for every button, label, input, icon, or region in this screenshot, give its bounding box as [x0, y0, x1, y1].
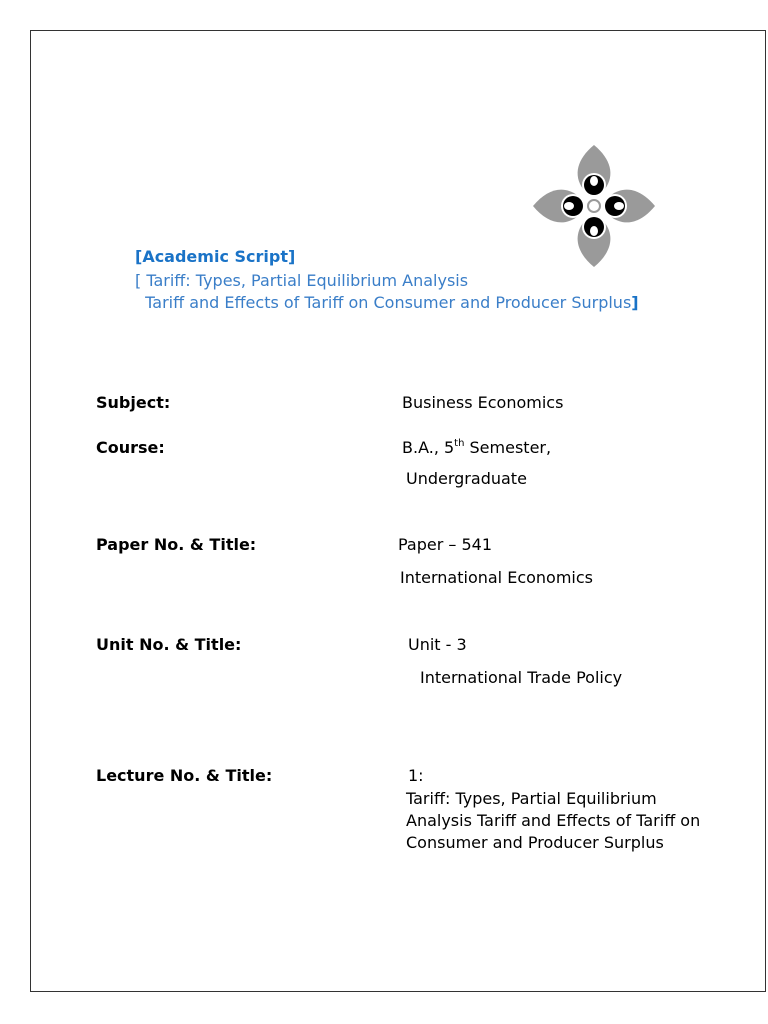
lecture-label: Lecture No. & Title:: [96, 766, 273, 785]
title-line-2-text: Tariff and Effects of Tariff on Consumer and Producer Surplus: [145, 293, 632, 312]
title-line-2: [135, 293, 639, 312]
title-close-bracket: ]: [631, 293, 639, 312]
lecture-number: 1:: [408, 766, 424, 785]
course-value-sup: th: [454, 437, 465, 449]
unit-label: Unit No. & Title:: [96, 635, 242, 654]
document-page: [30, 30, 766, 992]
unit-title: International Trade Policy: [420, 668, 623, 687]
course-value-pre: B.A., 5: [402, 438, 455, 457]
paper-label: Paper No. & Title:: [96, 535, 257, 554]
course-label: Course:: [96, 438, 165, 457]
course-level: Undergraduate: [406, 469, 527, 488]
paper-number: Paper – 541: [398, 535, 493, 554]
subject-label: Subject:: [96, 393, 171, 412]
lecture-title: Tariff: Types, Partial Equilibrium Analysis Tariff and Effects of Tariff on Consumer and Producer Surplus: [406, 789, 701, 852]
title-line-1: [ Tariff: Types, Partial Equilibrium Analysis: [135, 271, 469, 290]
course-value: [402, 438, 551, 457]
subject-value: Business Economics: [402, 393, 564, 412]
course-value-post: Semester,: [464, 438, 552, 457]
four-petal-flower-logo: [529, 141, 659, 271]
document-type: [Academic Script]: [135, 247, 296, 266]
unit-number: Unit - 3: [408, 635, 467, 654]
paper-title: International Economics: [400, 568, 593, 587]
